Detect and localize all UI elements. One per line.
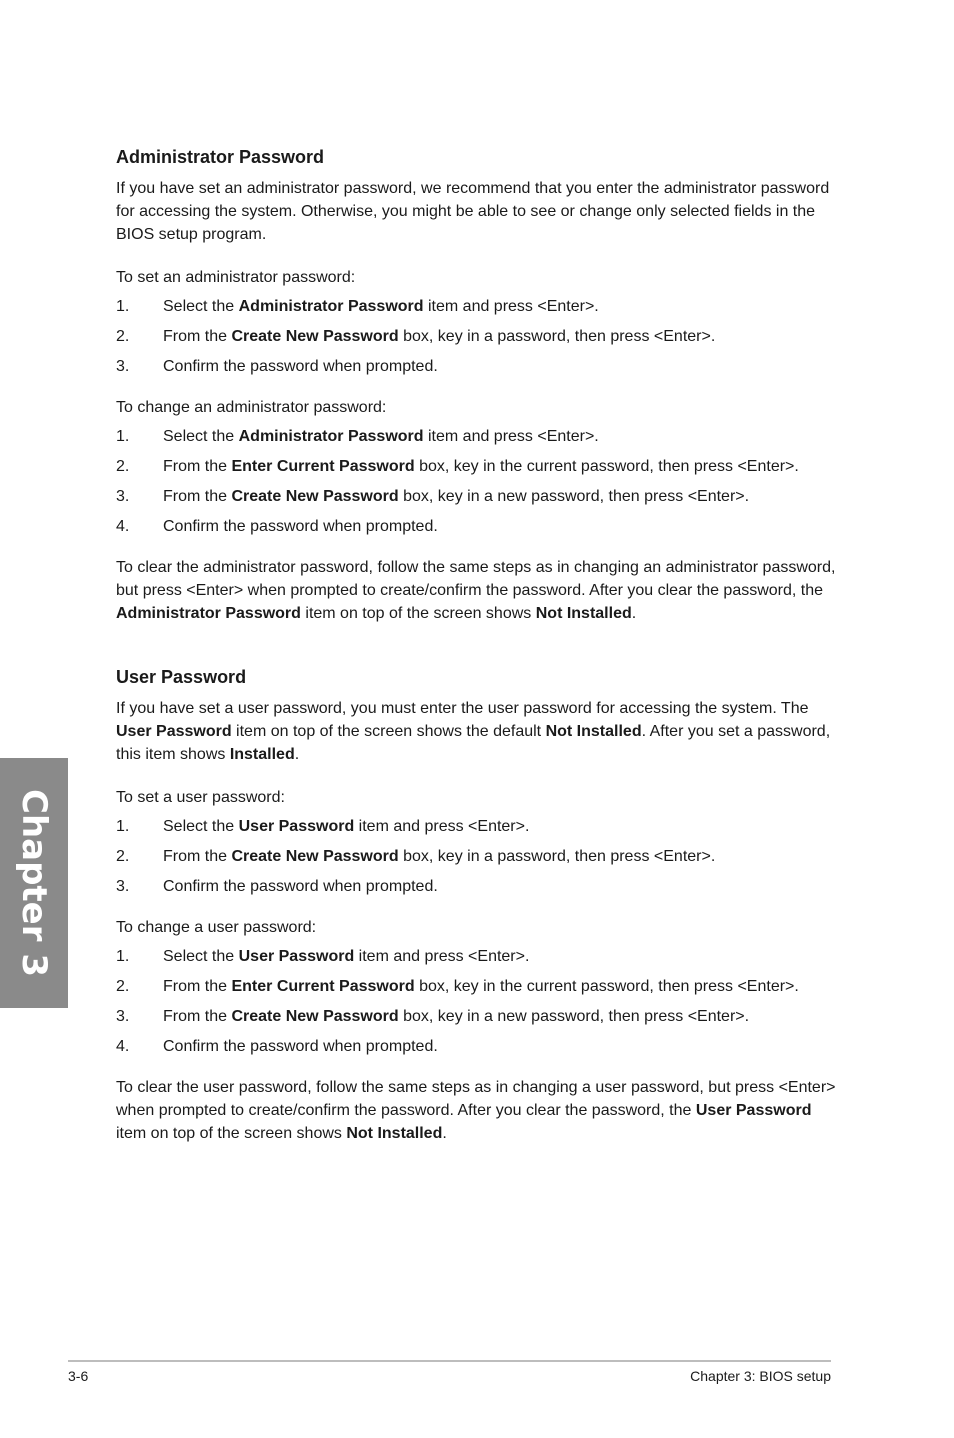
step-list bbox=[116, 945, 836, 1058]
bold-term: Enter Current Password bbox=[231, 978, 415, 995]
step-number: 3. bbox=[116, 488, 130, 505]
text-run: item and press <Enter>. bbox=[423, 298, 599, 315]
text-run: Confirm the password when prompted. bbox=[163, 1038, 438, 1055]
list-item bbox=[116, 485, 836, 508]
step-text bbox=[163, 355, 836, 378]
section-intro: If you have set an administrator password, we recommend that you enter the administrator password for accessing the system. Otherwise, you might be able to see or change only selected fields in the BIOS setup program. bbox=[116, 180, 830, 243]
procedure-lead: To set a user password: bbox=[116, 789, 285, 806]
step-text bbox=[163, 325, 836, 348]
step-text bbox=[163, 875, 836, 898]
text-run: Select the bbox=[163, 818, 239, 835]
procedure-lead: To change a user password: bbox=[116, 919, 317, 936]
text-run: From the bbox=[163, 848, 232, 865]
step-text bbox=[163, 1005, 836, 1028]
list-item bbox=[116, 455, 836, 478]
step-number: 1. bbox=[116, 818, 130, 835]
text-run: From the bbox=[163, 328, 232, 345]
text-run: item and press <Enter>. bbox=[423, 428, 599, 445]
step-text bbox=[163, 455, 836, 478]
text-run: box, key in a password, then press <Enter>. bbox=[398, 328, 716, 345]
page-number: 3-6 bbox=[68, 1368, 89, 1384]
text-run: box, key in the current password, then press <Enter>. bbox=[414, 458, 799, 475]
step-number: 3. bbox=[116, 878, 130, 895]
step-number: 1. bbox=[116, 428, 130, 445]
list-item bbox=[116, 295, 836, 318]
section-closing bbox=[116, 1076, 836, 1145]
step-text bbox=[163, 295, 836, 318]
text-run: Confirm the password when prompted. bbox=[163, 518, 438, 535]
section-gap bbox=[116, 645, 836, 665]
bold-term: User Password bbox=[238, 948, 355, 965]
list-item bbox=[116, 945, 836, 968]
text-run: From the bbox=[163, 978, 232, 995]
bold-term: Administrator Password bbox=[238, 428, 424, 445]
text-run: item on top of the screen shows bbox=[116, 1125, 347, 1142]
step-list bbox=[116, 425, 836, 538]
text-run: box, key in a new password, then press <Enter>. bbox=[398, 488, 750, 505]
text-run: To clear the user password, follow the same steps as in changing a user password, but press <Enter> when prompted to create/confirm the password. After you clear the password, the bbox=[116, 1079, 836, 1119]
bold-term: Administrator Password bbox=[116, 605, 301, 622]
bold-term: Not Installed bbox=[346, 1125, 443, 1142]
text-run: From the bbox=[163, 488, 232, 505]
list-item bbox=[116, 515, 836, 538]
step-text bbox=[163, 975, 836, 998]
text-run: Select the bbox=[163, 298, 239, 315]
list-item bbox=[116, 975, 836, 998]
text-run: . bbox=[631, 605, 637, 622]
bold-term: Not Installed bbox=[545, 723, 642, 740]
step-list bbox=[116, 295, 836, 378]
section-heading: Administrator Password bbox=[116, 147, 325, 167]
bold-term: User Password bbox=[695, 1102, 812, 1119]
bold-term: Administrator Password bbox=[238, 298, 424, 315]
footer-rule bbox=[68, 1360, 831, 1362]
bold-term: Create New Password bbox=[231, 848, 399, 865]
text-run: Select the bbox=[163, 948, 239, 965]
list-item bbox=[116, 355, 836, 378]
footer-chapter-title: Chapter 3: BIOS setup bbox=[690, 1368, 831, 1384]
bold-term: Create New Password bbox=[231, 488, 399, 505]
bold-term: Create New Password bbox=[231, 1008, 399, 1025]
step-number: 1. bbox=[116, 298, 130, 315]
step-text bbox=[163, 945, 836, 968]
list-item bbox=[116, 875, 836, 898]
step-text bbox=[163, 485, 836, 508]
list-item bbox=[116, 325, 836, 348]
bold-term: Installed bbox=[229, 746, 295, 763]
text-run: From the bbox=[163, 458, 232, 475]
step-number: 4. bbox=[116, 518, 130, 535]
bold-term: Not Installed bbox=[535, 605, 632, 622]
step-number: 4. bbox=[116, 1038, 130, 1055]
text-run: box, key in a new password, then press <Enter>. bbox=[398, 1008, 750, 1025]
page-content bbox=[116, 145, 836, 1165]
list-item bbox=[116, 425, 836, 448]
procedure-lead: To change an administrator password: bbox=[116, 399, 387, 416]
text-run: . After you set a password, this item shows bbox=[116, 723, 831, 763]
text-run: item and press <Enter>. bbox=[354, 818, 530, 835]
text-run: Select the bbox=[163, 428, 239, 445]
step-list bbox=[116, 815, 836, 898]
list-item bbox=[116, 815, 836, 838]
step-text bbox=[163, 515, 836, 538]
step-number: 3. bbox=[116, 1008, 130, 1025]
text-run: box, key in a password, then press <Enter>. bbox=[398, 848, 716, 865]
step-text bbox=[163, 845, 836, 868]
chapter-tab-label: Chapter 3 bbox=[14, 788, 54, 978]
step-text bbox=[163, 425, 836, 448]
list-item bbox=[116, 1035, 836, 1058]
text-run: item and press <Enter>. bbox=[354, 948, 530, 965]
bold-term: User Password bbox=[238, 818, 355, 835]
section-intro bbox=[116, 697, 836, 766]
text-run: Confirm the password when prompted. bbox=[163, 358, 438, 375]
step-number: 2. bbox=[116, 328, 130, 345]
text-run: If you have set a user password, you must enter the user password for accessing the system. The bbox=[116, 700, 809, 717]
text-run: box, key in the current password, then press <Enter>. bbox=[414, 978, 799, 995]
step-number: 2. bbox=[116, 848, 130, 865]
section-heading: User Password bbox=[116, 667, 247, 687]
bold-term: User Password bbox=[116, 723, 232, 740]
section-closing bbox=[116, 556, 836, 625]
list-item bbox=[116, 845, 836, 868]
bold-term: Enter Current Password bbox=[231, 458, 415, 475]
chapter-tab bbox=[0, 758, 68, 1008]
step-number: 3. bbox=[116, 358, 130, 375]
bold-term: Create New Password bbox=[231, 328, 399, 345]
step-number: 2. bbox=[116, 978, 130, 995]
procedure-lead: To set an administrator password: bbox=[116, 269, 356, 286]
text-run: From the bbox=[163, 1008, 232, 1025]
text-run: item on top of the screen shows bbox=[300, 605, 536, 622]
step-text bbox=[163, 1035, 836, 1058]
text-run: . bbox=[442, 1125, 447, 1142]
text-run: To clear the administrator password, follow the same steps as in changing an administrator password, but press <Enter> when prompted to create/confirm the password. After you clear the password, the bbox=[116, 559, 836, 599]
list-item bbox=[116, 1005, 836, 1028]
text-run: item on top of the screen shows the default bbox=[231, 723, 546, 740]
step-number: 1. bbox=[116, 948, 130, 965]
text-run: . bbox=[294, 746, 300, 763]
step-text bbox=[163, 815, 836, 838]
text-run: Confirm the password when prompted. bbox=[163, 878, 438, 895]
step-number: 2. bbox=[116, 458, 130, 475]
